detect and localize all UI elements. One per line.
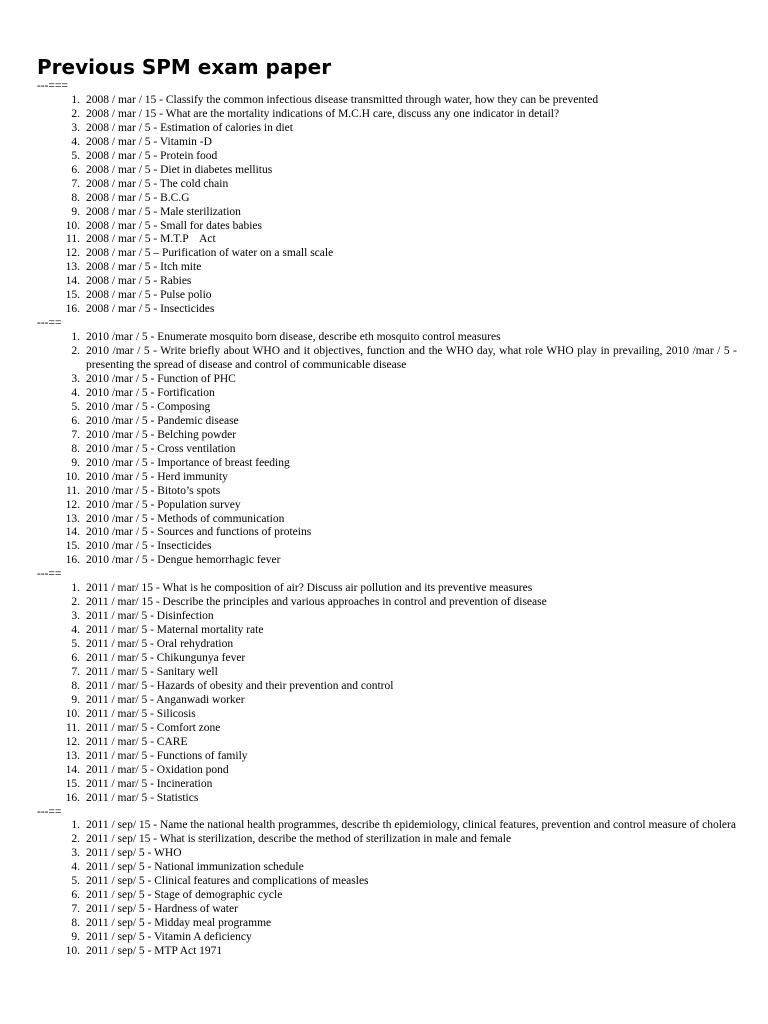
item-number: 3. (71, 610, 80, 623)
question-list (37, 94, 737, 317)
item-text: 2011 / mar/ 15 - What is he composition of air? Discuss air pollution and its preventive measures (86, 582, 533, 595)
list-item (37, 582, 737, 596)
item-number: 16. (65, 554, 80, 567)
list-item (37, 652, 737, 666)
item-number: 6. (71, 414, 80, 427)
item-number: 14. (65, 526, 80, 539)
list-item (37, 931, 737, 945)
item-text: 2011 / sep/ 5 - Clinical features and complications of measles (86, 875, 369, 888)
question-sections (37, 80, 740, 959)
list-item (37, 192, 737, 206)
list-item (37, 889, 737, 903)
item-text: 2011 / sep/ 5 - MTP Act 1971 (86, 945, 223, 958)
item-number: 9. (71, 931, 80, 944)
list-item (37, 485, 737, 499)
list-item (37, 903, 737, 917)
item-number: 5. (71, 638, 80, 651)
item-text: 2008 / mar / 5 - Male sterilization (86, 205, 241, 218)
item-number: 9. (71, 693, 80, 706)
list-item (37, 778, 737, 792)
item-text: 2010 /mar / 5 - Population survey (86, 498, 241, 511)
item-number: 5. (71, 400, 80, 413)
list-item (37, 764, 737, 778)
list-item (37, 513, 737, 527)
list-item (37, 917, 737, 931)
item-text: 2011 / mar/ 5 - Silicosis (86, 707, 196, 720)
item-number: 7. (71, 665, 80, 678)
item-number: 11. (66, 721, 80, 734)
item-number: 9. (71, 456, 80, 469)
list-item (37, 331, 737, 345)
list-item (37, 750, 737, 764)
item-number: 4. (71, 386, 80, 399)
list-item (37, 736, 737, 750)
list-item (37, 945, 737, 959)
item-number: 15. (65, 777, 80, 790)
list-item (37, 554, 737, 568)
list-item (37, 875, 737, 889)
item-number: 15. (65, 540, 80, 553)
item-number: 14. (65, 275, 80, 288)
item-number: 16. (65, 791, 80, 804)
item-text: 2008 / mar / 5 - Rabies (86, 275, 192, 288)
list-item (37, 847, 737, 861)
item-number: 10. (65, 707, 80, 720)
item-text: 2008 / mar / 15 - What are the mortality indications of M.C.H care, discuss any one indicator in detail? (86, 107, 560, 120)
item-text: 2011 / sep/ 5 - National immunization schedule (86, 861, 304, 874)
item-text: 2008 / mar / 5 - Protein food (86, 149, 218, 162)
list-item (37, 819, 737, 833)
question-list (37, 582, 737, 805)
list-item (37, 220, 737, 234)
item-number: 11. (66, 484, 80, 497)
item-text: 2008 / mar / 5 - B.C.G (86, 191, 190, 204)
list-item (37, 206, 737, 220)
item-text: 2011 / mar/ 5 - Functions of family (86, 749, 248, 762)
list-item (37, 94, 737, 108)
item-text: 2011 / mar/ 15 - Describe the principles and various approaches in control and prevention of disease (86, 596, 547, 609)
item-text: 2010 /mar / 5 - Importance of breast feeding (86, 456, 290, 469)
list-item (37, 666, 737, 680)
item-number: 4. (71, 135, 80, 148)
item-text: 2011 / sep/ 5 - Stage of demographic cycle (86, 889, 283, 902)
item-number: 2. (71, 833, 80, 846)
item-text: 2011 / mar/ 5 - Statistics (86, 791, 199, 804)
item-number: 6. (71, 652, 80, 665)
item-text: 2011 / sep/ 5 - WHO (86, 847, 182, 860)
item-number: 12. (65, 247, 80, 260)
item-number: 14. (65, 763, 80, 776)
list-item (37, 289, 737, 303)
item-text: 2011 / mar/ 5 - Disinfection (86, 610, 214, 623)
list-item (37, 833, 737, 847)
item-text: 2011 / mar/ 5 - Hazards of obesity and their prevention and control (86, 679, 394, 692)
list-item (37, 345, 740, 373)
item-number: 15. (65, 289, 80, 302)
page-title: Previous SPM exam paper (37, 55, 332, 79)
list-item (37, 178, 737, 192)
item-number: 10. (65, 470, 80, 483)
item-number: 1. (71, 93, 80, 106)
item-number: 8. (71, 917, 80, 930)
item-number: 11. (66, 233, 80, 246)
item-text: 2011 / sep/ 15 - What is sterilization, describe the method of sterilization in male and female (86, 833, 512, 846)
item-text: 2008 / mar / 5 - Insecticides (86, 303, 215, 316)
item-text: 2010 /mar / 5 - Function of PHC (86, 372, 236, 385)
item-text: 2008 / mar / 5 - Itch mite (86, 261, 202, 274)
item-text: 2010 /mar / 5 - Enumerate mosquito born disease, describe eth mosquito control measures (86, 331, 501, 344)
item-text: 2010 /mar / 5 - Composing (86, 400, 211, 413)
item-number: 10. (65, 945, 80, 958)
list-item (37, 540, 737, 554)
question-list (37, 331, 740, 568)
list-item (37, 387, 737, 401)
item-number: 1. (71, 582, 80, 595)
list-item (37, 429, 737, 443)
list-item (37, 638, 737, 652)
list-item (37, 303, 737, 317)
item-text: 2008 / mar / 5 – Purification of water on a small scale (86, 247, 334, 260)
item-number: 16. (65, 303, 80, 316)
list-item (37, 136, 737, 150)
item-text: 2011 / mar/ 5 - Sanitary well (86, 665, 218, 678)
item-text: 2011 / sep/ 15 - Name the national health programmes, describe th epidemiology, clinical features, prevention and control measure of cholera (86, 819, 736, 832)
item-text: 2010 /mar / 5 - Herd immunity (86, 470, 228, 483)
item-text: 2010 /mar / 5 - Dengue hemorrhagic fever (86, 554, 281, 567)
list-item (37, 108, 737, 122)
item-text: 2008 / mar / 5 - Diet in diabetes mellitus (86, 163, 273, 176)
item-number: 1. (71, 331, 80, 344)
item-text: 2011 / mar/ 5 - Incineration (86, 777, 213, 790)
list-item (37, 373, 737, 387)
item-text: 2008 / mar / 5 - Pulse polio (86, 289, 212, 302)
item-text: 2008 / mar / 15 - Classify the common infectious disease transmitted through water, how they can be prevented (86, 93, 599, 106)
item-number: 3. (71, 372, 80, 385)
item-number: 6. (71, 163, 80, 176)
list-item (37, 526, 737, 540)
list-item (37, 792, 737, 806)
section-separator: ---=== (37, 80, 68, 92)
item-number: 7. (71, 903, 80, 916)
item-number: 8. (71, 442, 80, 455)
item-text: 2008 / mar / 5 - Estimation of calories in diet (86, 121, 293, 134)
item-number: 3. (71, 121, 80, 134)
item-text: 2011 / sep/ 5 - Vitamin A deficiency (86, 931, 252, 944)
list-item (37, 457, 737, 471)
item-text: 2010 /mar / 5 - Cross ventilation (86, 442, 236, 455)
list-item (37, 610, 737, 624)
item-text: 2010 /mar / 5 - Insecticides (86, 540, 212, 553)
list-item (37, 861, 737, 875)
list-item (37, 680, 737, 694)
list-item (37, 275, 737, 289)
item-text: 2011 / sep/ 5 - Hardness of water (86, 903, 238, 916)
item-number: 4. (71, 624, 80, 637)
list-item (37, 150, 737, 164)
list-item (37, 596, 737, 610)
item-number: 3. (71, 847, 80, 860)
section-separator: ---== (37, 317, 62, 330)
item-text: 2008 / mar / 5 - M.T.P Act (86, 233, 216, 246)
list-item (37, 624, 737, 638)
list-item (37, 443, 737, 457)
item-number: 12. (65, 735, 80, 748)
item-text: 2010 /mar / 5 - Sources and functions of proteins (86, 526, 312, 539)
list-item (37, 499, 737, 513)
item-number: 7. (71, 428, 80, 441)
item-number: 7. (71, 177, 80, 190)
list-item (37, 722, 737, 736)
item-text: 2010 /mar / 5 - Belching powder (86, 428, 237, 441)
item-text: 2011 / mar/ 5 - Chikungunya fever (86, 652, 246, 665)
item-text: 2011 / mar/ 5 - Anganwadi worker (86, 693, 245, 706)
list-item (37, 401, 737, 415)
item-text: 2010 /mar / 5 - Write briefly about WHO and it objectives, function and the WHO day, what role WHO play in prevailing, 2010 /mar / 5 - presenting the spread of disease and control of communicable disease (86, 345, 740, 372)
list-item (37, 122, 737, 136)
item-text: 2011 / sep/ 5 - Midday meal programme (86, 917, 272, 930)
list-item (37, 415, 737, 429)
item-number: 1. (71, 819, 80, 832)
item-number: 4. (71, 861, 80, 874)
item-number: 2. (71, 596, 80, 609)
list-item (37, 694, 737, 708)
item-text: 2010 /mar / 5 - Pandemic disease (86, 414, 239, 427)
section-separator: ---== (37, 805, 62, 818)
item-text: 2011 / mar/ 5 - CARE (86, 735, 188, 748)
item-text: 2011 / mar/ 5 - Oral rehydration (86, 638, 234, 651)
question-list (37, 819, 737, 959)
item-number: 13. (65, 749, 80, 762)
item-number: 13. (65, 261, 80, 274)
item-text: 2010 /mar / 5 - Methods of communication (86, 512, 285, 525)
item-text: 2010 /mar / 5 - Fortification (86, 386, 215, 399)
item-number: 5. (71, 149, 80, 162)
section-separator: ---== (37, 568, 62, 581)
item-number: 9. (71, 205, 80, 218)
list-item (37, 164, 737, 178)
item-number: 13. (65, 512, 80, 525)
item-text: 2008 / mar / 5 - The cold chain (86, 177, 229, 190)
item-text: 2011 / mar/ 5 - Oxidation pond (86, 763, 229, 776)
list-item (37, 247, 737, 261)
list-item (37, 471, 737, 485)
item-text: 2008 / mar / 5 - Vitamin -D (86, 135, 212, 148)
item-text: 2008 / mar / 5 - Small for dates babies (86, 219, 262, 232)
item-text: 2010 /mar / 5 - Bitoto’s spots (86, 484, 221, 497)
item-number: 2. (71, 107, 80, 120)
item-text: 2011 / mar/ 5 - Maternal mortality rate (86, 624, 264, 637)
item-number: 12. (65, 498, 80, 511)
item-number: 6. (71, 889, 80, 902)
list-item (37, 233, 737, 247)
item-number: 8. (71, 679, 80, 692)
item-text: 2011 / mar/ 5 - Comfort zone (86, 721, 221, 734)
item-number: 8. (71, 191, 80, 204)
item-number: 10. (65, 219, 80, 232)
list-item (37, 708, 737, 722)
item-number: 2. (71, 345, 80, 358)
item-number: 5. (71, 875, 80, 888)
list-item (37, 261, 737, 275)
